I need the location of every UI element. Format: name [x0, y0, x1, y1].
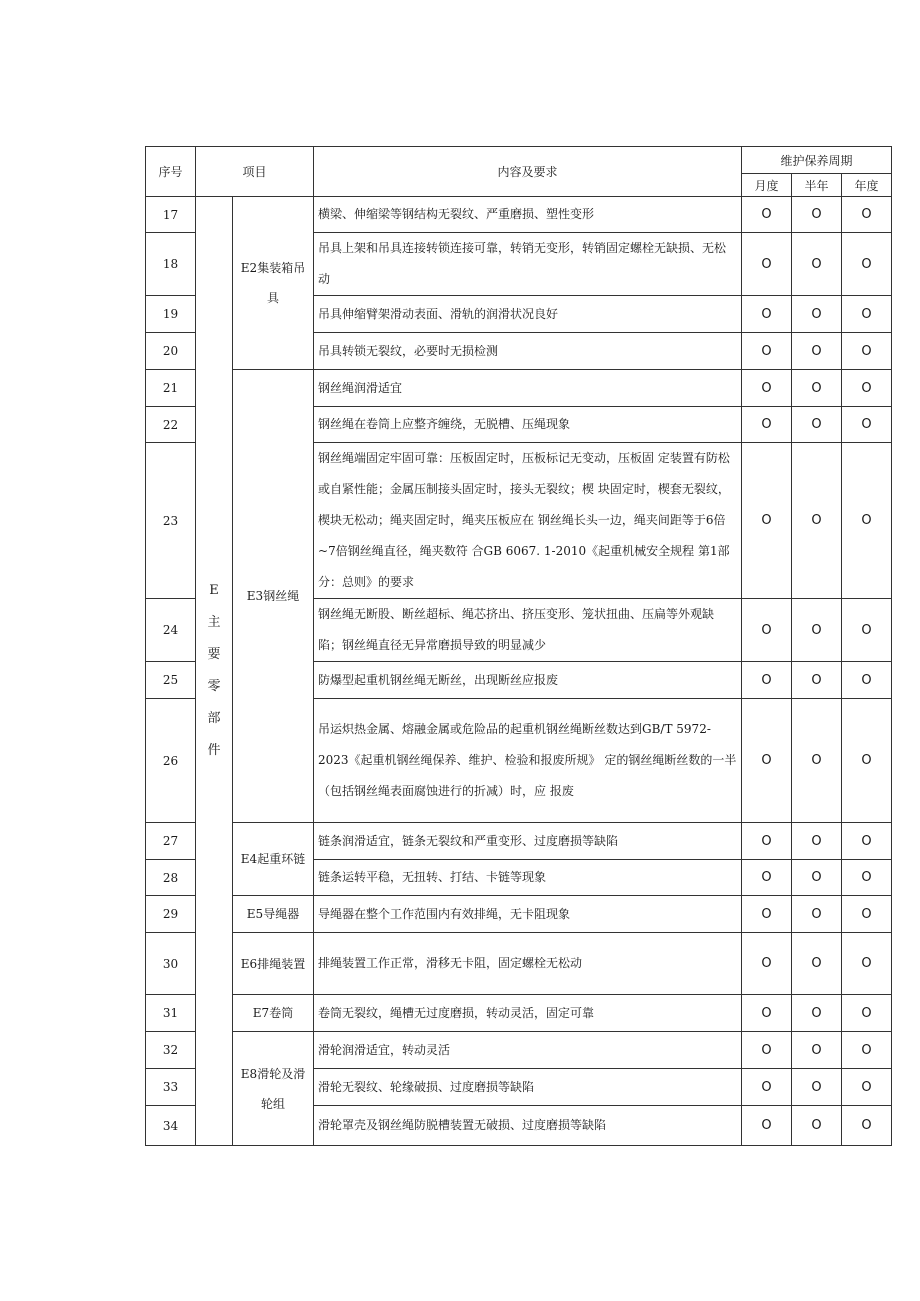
- row-content: 链条润滑适宜，链条无裂纹和严重变形、过度磨损等缺陷: [314, 823, 742, 860]
- row-number: 34: [146, 1106, 196, 1146]
- header-half: 半年: [792, 174, 842, 197]
- monthly-mark: O: [742, 1069, 792, 1106]
- half-year-mark: O: [792, 296, 842, 333]
- half-year-mark: O: [792, 443, 842, 599]
- row-content: 导绳器在整个工作范围内有效排绳，无卡阻现象: [314, 896, 742, 933]
- annual-mark: O: [842, 662, 892, 699]
- row-content: 吊具转锁无裂纹，必要时无损检测: [314, 333, 742, 370]
- half-year-mark: O: [792, 1069, 842, 1106]
- group-label: E8滑轮及滑轮组: [233, 1032, 314, 1146]
- monthly-mark: O: [742, 333, 792, 370]
- row-number: 31: [146, 995, 196, 1032]
- row-content: 钢丝绳无断股、断丝超标、绳芯挤出、挤压变形、笼状扭曲、压扁等外观缺陷；钢丝绳直径无异常磨损导致的明显减少: [314, 599, 742, 662]
- half-year-mark: O: [792, 233, 842, 296]
- annual-mark: O: [842, 995, 892, 1032]
- table-row: [146, 1032, 892, 1069]
- row-content: 滑轮罩壳及钢丝绳防脱槽装置无破损、过度磨损等缺陷: [314, 1106, 742, 1146]
- half-year-mark: O: [792, 599, 842, 662]
- half-year-mark: O: [792, 896, 842, 933]
- row-number: 26: [146, 699, 196, 823]
- monthly-mark: O: [742, 599, 792, 662]
- annual-mark: O: [842, 599, 892, 662]
- row-content: 排绳装置工作正常，滑移无卡阻，固定螺栓无松动: [314, 933, 742, 995]
- row-content: 吊具上架和吊具连接转锁连接可靠，转销无变形，转销固定螺栓无缺损、无松动: [314, 233, 742, 296]
- monthly-mark: O: [742, 296, 792, 333]
- header-row: [146, 147, 892, 174]
- header-monthly: 月度: [742, 174, 792, 197]
- half-year-mark: O: [792, 197, 842, 233]
- row-content: 吊运炽热金属、熔融金属或危险品的起重机钢丝绳断丝数达到GB/T 5972-2023《起重机钢丝绳保养、维护、检验和报废所规》 定的钢丝绳断丝数的一半（包括钢丝绳表面腐蚀进行的折减）时，应 报废: [314, 699, 742, 823]
- table-row: [146, 933, 892, 995]
- monthly-mark: O: [742, 233, 792, 296]
- table-row: [146, 823, 892, 860]
- table-row: [146, 995, 892, 1032]
- row-content: 钢丝绳润滑适宜: [314, 370, 742, 407]
- row-number: 21: [146, 370, 196, 407]
- row-number: 33: [146, 1069, 196, 1106]
- monthly-mark: O: [742, 443, 792, 599]
- annual-mark: O: [842, 370, 892, 407]
- half-year-mark: O: [792, 823, 842, 860]
- monthly-mark: O: [742, 860, 792, 896]
- row-number: 25: [146, 662, 196, 699]
- annual-mark: O: [842, 1106, 892, 1146]
- row-content: 钢丝绳端固定牢固可靠：压板固定时，压板标记无变动，压板固 定装置有防松或自紧性能；金属压制接头固定时，接头无裂纹；楔 块固定时，楔套无裂纹，楔块无松动；绳夹固定时，绳夹压板应在 钢丝绳长头一边，绳夹间距等于6倍~7倍钢丝绳直径，绳夹数符 合GB 6067. 1-2010《起重机械安全规程 第1部分：总则》的要求: [314, 443, 742, 599]
- group-label: E2集装箱吊具: [233, 197, 314, 370]
- group-label: E3钢丝绳: [233, 370, 314, 823]
- row-content: 滑轮无裂纹、轮缘破损、过度磨损等缺陷: [314, 1069, 742, 1106]
- row-content: 防爆型起重机钢丝绳无断丝，出现断丝应报废: [314, 662, 742, 699]
- annual-mark: O: [842, 1069, 892, 1106]
- table-row: [146, 370, 892, 407]
- monthly-mark: O: [742, 407, 792, 443]
- annual-mark: O: [842, 197, 892, 233]
- half-year-mark: O: [792, 1106, 842, 1146]
- annual-mark: O: [842, 896, 892, 933]
- annual-mark: O: [842, 933, 892, 995]
- annual-mark: O: [842, 333, 892, 370]
- monthly-mark: O: [742, 699, 792, 823]
- row-number: 17: [146, 197, 196, 233]
- half-year-mark: O: [792, 662, 842, 699]
- category-label: E主要零部件: [207, 583, 221, 758]
- annual-mark: O: [842, 407, 892, 443]
- row-content: 卷筒无裂纹，绳槽无过度磨损，转动灵活，固定可靠: [314, 995, 742, 1032]
- annual-mark: O: [842, 443, 892, 599]
- monthly-mark: O: [742, 1106, 792, 1146]
- row-number: 29: [146, 896, 196, 933]
- monthly-mark: O: [742, 933, 792, 995]
- annual-mark: O: [842, 233, 892, 296]
- monthly-mark: O: [742, 662, 792, 699]
- annual-mark: O: [842, 699, 892, 823]
- annual-mark: O: [842, 296, 892, 333]
- monthly-mark: O: [742, 995, 792, 1032]
- maintenance-table: [145, 146, 892, 1146]
- half-year-mark: O: [792, 333, 842, 370]
- monthly-mark: O: [742, 1032, 792, 1069]
- half-year-mark: O: [792, 1032, 842, 1069]
- header-seq: 序号: [146, 147, 196, 197]
- row-content: 滑轮润滑适宜，转动灵活: [314, 1032, 742, 1069]
- row-number: 18: [146, 233, 196, 296]
- row-content: 横梁、伸缩梁等钢结构无裂纹、严重磨损、塑性变形: [314, 197, 742, 233]
- row-number: 30: [146, 933, 196, 995]
- monthly-mark: O: [742, 197, 792, 233]
- monthly-mark: O: [742, 896, 792, 933]
- table-row: [146, 896, 892, 933]
- group-label: E4起重环链: [233, 823, 314, 896]
- row-number: 20: [146, 333, 196, 370]
- row-number: 27: [146, 823, 196, 860]
- header-item: 项目: [196, 147, 314, 197]
- header-content: 内容及要求: [314, 147, 742, 197]
- group-label: E7卷筒: [233, 995, 314, 1032]
- annual-mark: O: [842, 823, 892, 860]
- row-content: 链条运转平稳，无扭转、打结、卡链等现象: [314, 860, 742, 896]
- annual-mark: O: [842, 1032, 892, 1069]
- row-number: 22: [146, 407, 196, 443]
- row-number: 23: [146, 443, 196, 599]
- table-row: [146, 197, 892, 233]
- row-number: 19: [146, 296, 196, 333]
- half-year-mark: O: [792, 407, 842, 443]
- monthly-mark: O: [742, 823, 792, 860]
- annual-mark: O: [842, 860, 892, 896]
- half-year-mark: O: [792, 933, 842, 995]
- category-cell: [196, 197, 233, 1146]
- half-year-mark: O: [792, 860, 842, 896]
- half-year-mark: O: [792, 995, 842, 1032]
- header-annual: 年度: [842, 174, 892, 197]
- row-content: 钢丝绳在卷筒上应整齐缠绕，无脱槽、压绳现象: [314, 407, 742, 443]
- row-number: 24: [146, 599, 196, 662]
- row-number: 32: [146, 1032, 196, 1069]
- header-period: 维护保养周期: [742, 147, 892, 174]
- half-year-mark: O: [792, 370, 842, 407]
- group-label: E5导绳器: [233, 896, 314, 933]
- row-content: 吊具伸缩臂架滑动表面、滑轨的润滑状况良好: [314, 296, 742, 333]
- half-year-mark: O: [792, 699, 842, 823]
- group-label: E6排绳装置: [233, 933, 314, 995]
- monthly-mark: O: [742, 370, 792, 407]
- row-number: 28: [146, 860, 196, 896]
